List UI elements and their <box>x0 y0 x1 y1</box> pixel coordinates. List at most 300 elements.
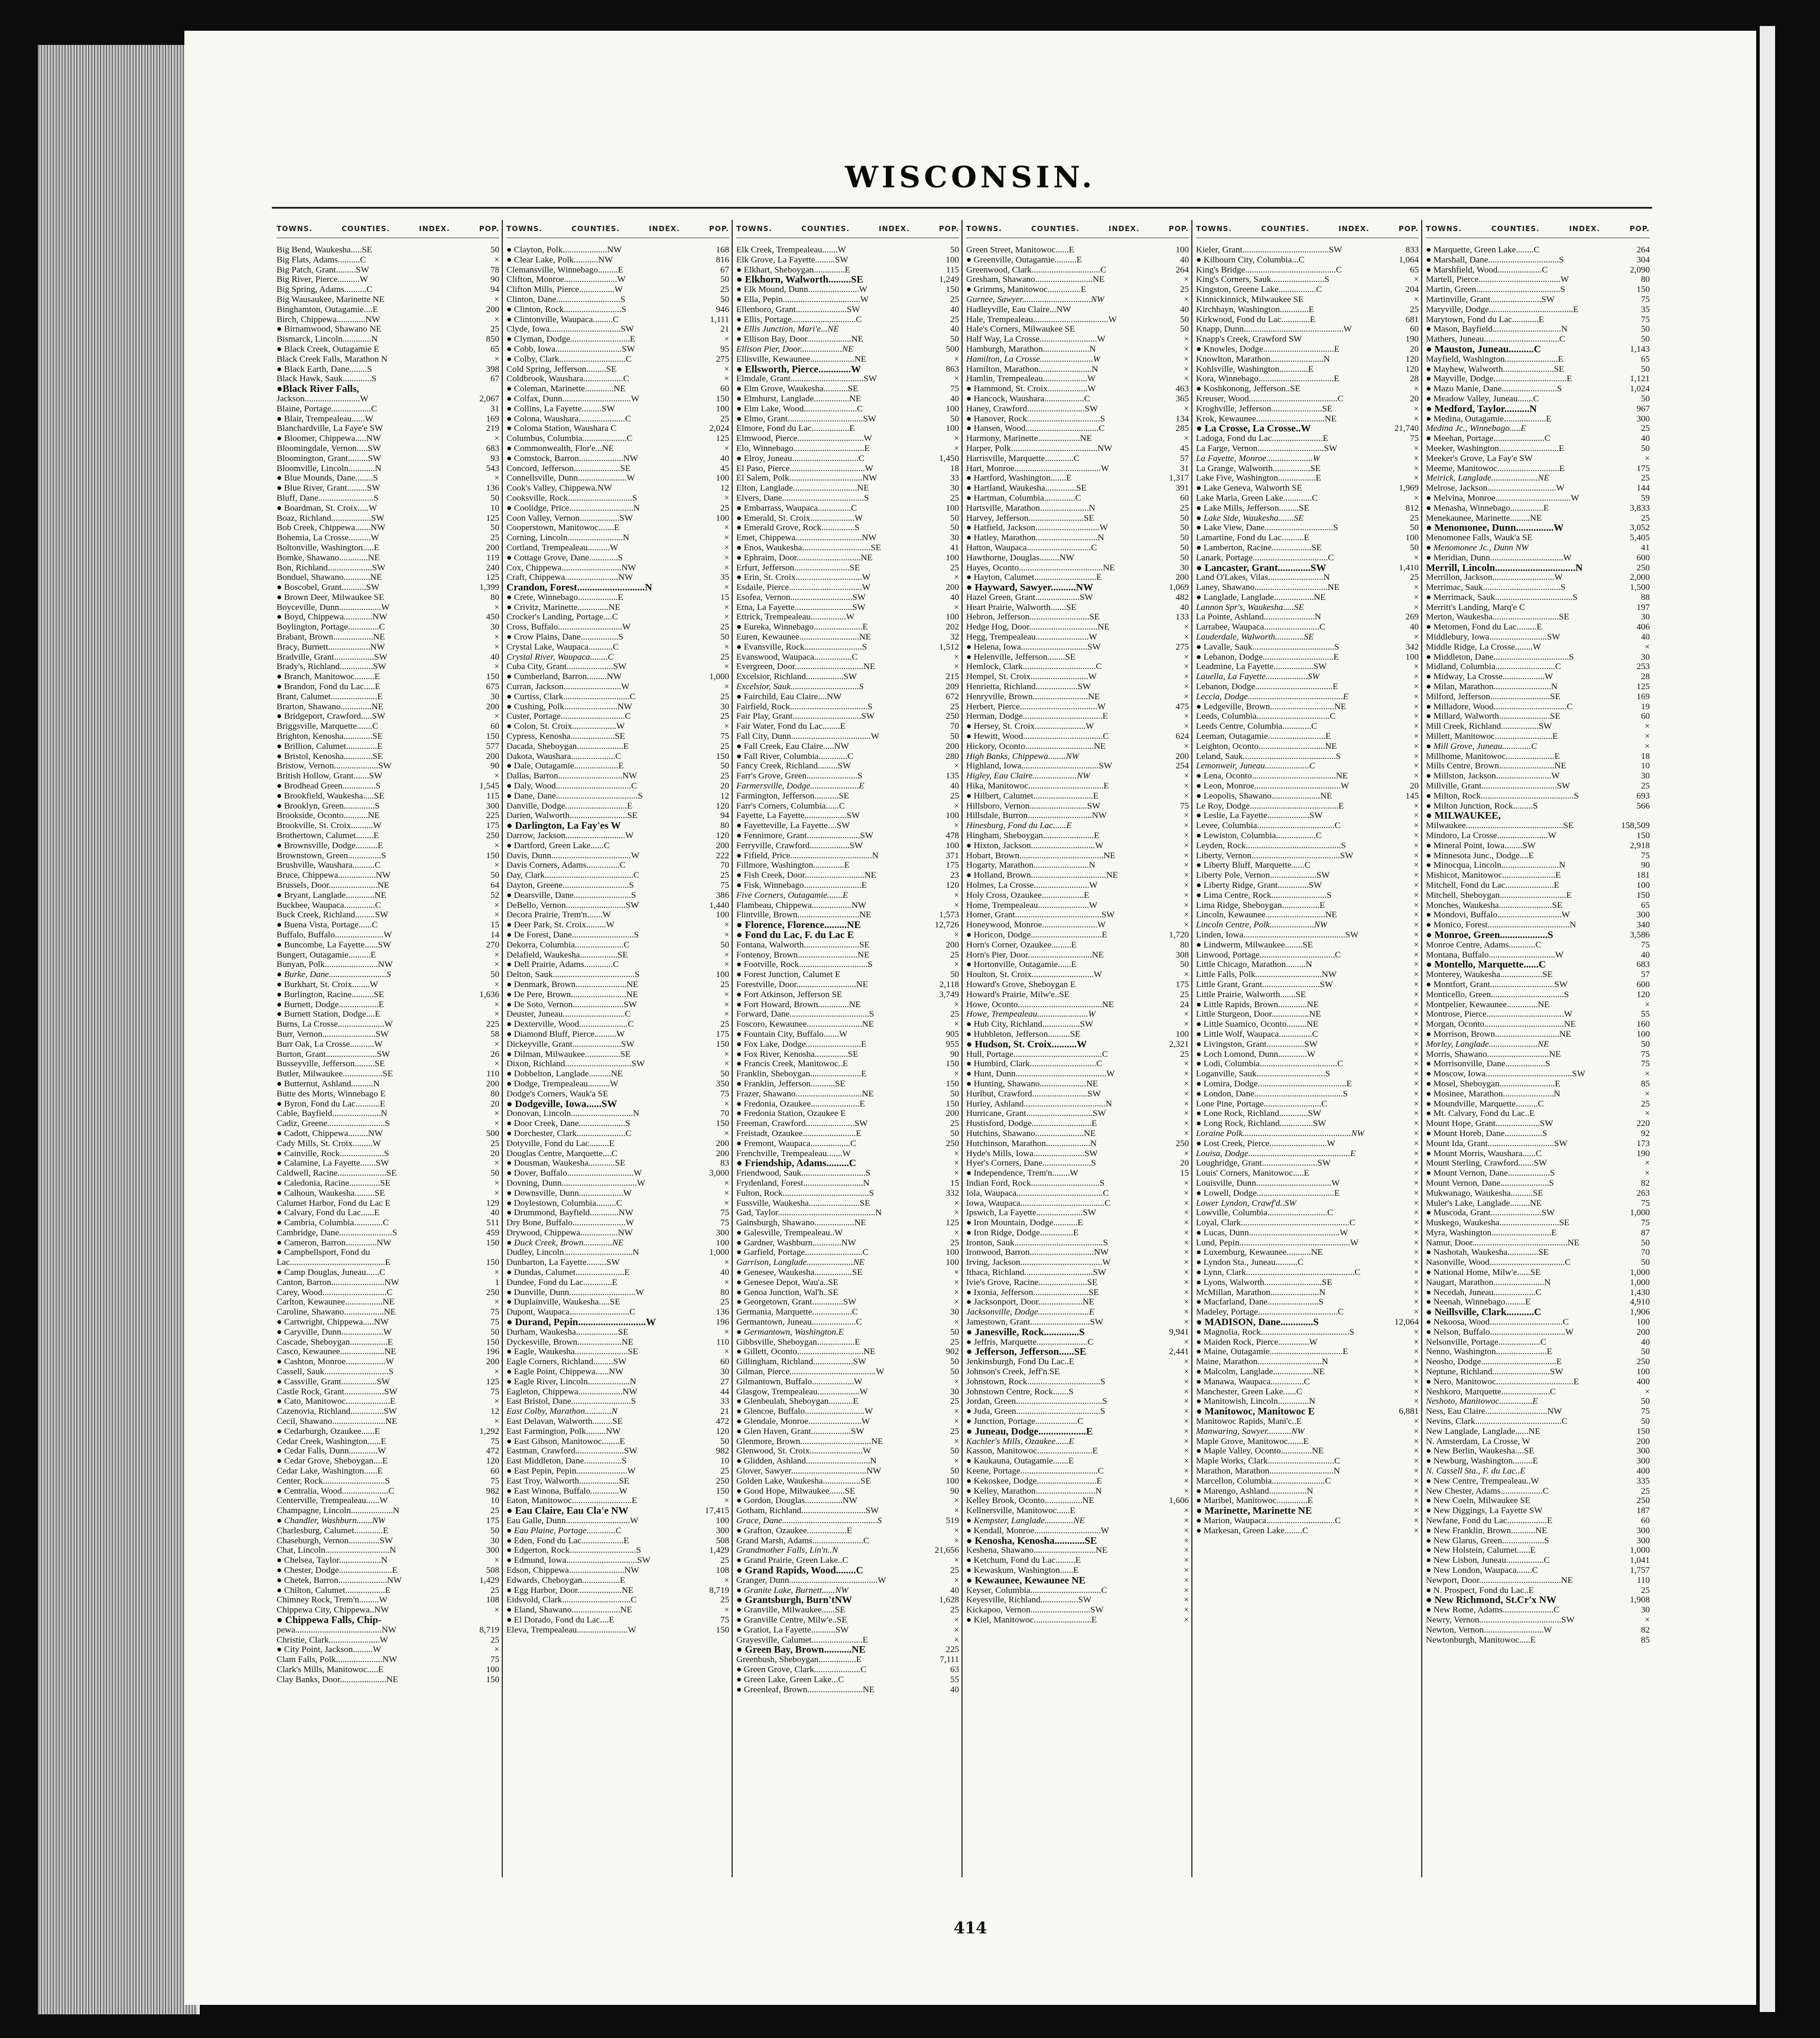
town-name: Clinton, Dane.............................S <box>506 294 626 304</box>
town-population: 150 <box>716 1486 729 1496</box>
town-entry <box>736 1248 959 1258</box>
town-population: 100 <box>945 255 959 265</box>
town-name: Cypress, Kenosha....................SE <box>506 732 625 742</box>
town-entry <box>736 1456 959 1466</box>
town-name: ● Lindwerm, Milwaukee........SE <box>1196 940 1313 950</box>
town-population: 254 <box>1175 761 1189 771</box>
town-population: × <box>1413 761 1419 771</box>
town-name: Dayton, Greene..............................S <box>506 881 634 890</box>
town-entry <box>736 871 959 881</box>
header-index: INDEX. <box>879 225 910 233</box>
town-entry <box>966 1516 1189 1526</box>
town-population: 75 <box>490 1307 499 1317</box>
town-population: × <box>1644 1169 1650 1179</box>
town-name: ● Elroy, Juneau..............................C <box>736 453 864 463</box>
town-population: × <box>1413 404 1419 414</box>
town-name: Mitchell, Sheboygan..............................E <box>1426 890 1572 900</box>
town-name: Ithaca, Richland...............................SW <box>966 1268 1107 1278</box>
town-name: Newton, Vernon...........................W <box>1426 1625 1552 1635</box>
town-entry <box>736 1297 959 1307</box>
town-name: ● Green Grove, Clark.....................C <box>736 1664 867 1674</box>
town-name: Marytown, Fond du Lac............E <box>1426 314 1544 324</box>
town-entry <box>1426 1516 1650 1526</box>
town-population: 1,000 <box>709 672 729 682</box>
town-name: Mitchell, Fond du Lac......................E <box>1426 881 1559 890</box>
town-entry <box>966 851 1189 861</box>
town-entry <box>736 980 959 990</box>
town-name: Lauderdale, Walworth.............SE <box>1196 632 1314 642</box>
town-name: ● Gordon, Douglas.................NW <box>736 1496 857 1506</box>
town-entry <box>1426 811 1650 821</box>
town-population: × <box>954 652 959 662</box>
town-population: 150 <box>716 394 729 404</box>
town-entry <box>277 801 499 812</box>
town-name: Herman, Dodge....................................E <box>966 712 1108 722</box>
town-population: × <box>954 1496 959 1506</box>
town-population: × <box>954 1268 959 1278</box>
town-population: 12 <box>720 483 729 494</box>
town-name: Black Hawk, Sauk.............S <box>277 374 377 384</box>
town-name: Glover, Sawyer..................................NW <box>736 1466 882 1476</box>
town-population: × <box>1184 1436 1189 1446</box>
town-population: × <box>1413 1169 1419 1179</box>
town-name: Dodge's Corners, Wauk'a SE <box>506 1089 609 1099</box>
town-name: Fontenoy, Brown...........................NE <box>736 950 870 960</box>
town-entry <box>736 494 959 504</box>
town-name: ● Elmo, Grant..................................SW <box>736 414 876 424</box>
town-entry <box>736 881 959 891</box>
town-entry <box>1196 1317 1419 1328</box>
town-population: 144 <box>1636 483 1650 494</box>
town-name: Farr's Corners, Columbia......C <box>736 801 845 811</box>
town-population: 511 <box>486 1218 499 1228</box>
town-entry <box>736 1595 959 1605</box>
town-population: × <box>1644 732 1650 742</box>
town-population: × <box>1184 692 1189 702</box>
town-entry <box>1196 682 1419 692</box>
town-population: 50 <box>950 1089 959 1099</box>
town-name: ● Fall Creek, Eau Claire.....NW <box>736 741 849 751</box>
town-name: Euren, Kewaunee...........................NE <box>736 632 871 642</box>
town-entry <box>1196 1456 1419 1466</box>
town-entry <box>277 1407 499 1417</box>
town-entry <box>277 901 499 911</box>
town-population: 82 <box>1641 1178 1650 1188</box>
town-entry <box>277 265 499 275</box>
town-entry <box>1196 563 1419 573</box>
town-population: 40 <box>950 781 959 791</box>
town-name: Bohemia, La Crosse..........W <box>277 533 379 543</box>
town-population <box>496 384 499 394</box>
town-population: 85 <box>1641 1635 1650 1645</box>
town-population: 110 <box>1637 1575 1650 1585</box>
town-name: Boltonville, Washington.....E <box>277 543 379 553</box>
town-name: ● Coleman, Marinette.............NE <box>506 384 626 394</box>
town-name: ● Calamine, La Fayette.......SW <box>277 1158 389 1169</box>
header-pop: POP. <box>1398 225 1419 233</box>
town-entry <box>736 801 959 812</box>
town-entry <box>736 444 959 454</box>
town-entry <box>1196 553 1419 563</box>
town-entry <box>277 424 499 434</box>
town-entry <box>966 1586 1189 1596</box>
town-population: 31 <box>490 404 499 414</box>
town-population: × <box>1413 1218 1419 1228</box>
town-population: × <box>1413 1506 1419 1516</box>
town-name: Jenkinsburgh, Fond Du Lac..E <box>966 1357 1075 1367</box>
town-entry <box>736 1635 959 1646</box>
town-name: Laney, Shawano.................................NE <box>1196 583 1340 593</box>
town-population: 50 <box>490 1169 499 1179</box>
town-name: ● Blair, Trempealeau......W <box>277 414 373 424</box>
town-name: ● Meridian, Dunn.................................W <box>1426 553 1572 563</box>
town-name: Blanchardville, La Faye'e SW <box>277 424 384 434</box>
town-name: ● Cashton, Monroe..................W <box>277 1357 394 1367</box>
town-name: Lamartine, Fond du Lac..........E <box>1196 533 1309 543</box>
town-population: × <box>1413 1128 1419 1138</box>
town-name: ● Chetek, Barron......................NW <box>277 1575 402 1585</box>
town-name: ● Dartford, Green Lake......C <box>506 840 610 851</box>
town-name: Naugart, Marathon.......................N <box>1426 1277 1551 1287</box>
town-entry <box>277 811 499 821</box>
town-name: Eau Galle, Dunn.............................W <box>506 1516 639 1526</box>
town-population: × <box>494 642 499 652</box>
town-name: Brothertown, Calumet........E <box>277 831 379 841</box>
town-name: Keyser, Columbia................................C <box>966 1585 1107 1595</box>
town-entry <box>736 1516 959 1526</box>
town-name: ● Muscoda, Grant.......................SW <box>1426 1208 1555 1218</box>
town-name: ● Lynn, Clark.................................................C <box>1196 1268 1361 1278</box>
town-population: × <box>724 1049 729 1059</box>
town-entry <box>736 742 959 752</box>
town-entry <box>966 514 1189 524</box>
town-entry <box>966 523 1189 533</box>
town-name: ● Eau Plaine, Portage.............C <box>506 1526 622 1536</box>
town-population: 100 <box>1636 1029 1650 1039</box>
town-population: × <box>494 771 499 781</box>
town-name: ● Mount Vernon, Dane...................S <box>1426 1169 1555 1179</box>
town-name: ● Grand Prairie, Green Lake..C <box>736 1556 849 1566</box>
town-name: Elmwood, Pierce..............................W <box>736 434 872 444</box>
town-entry <box>277 1487 499 1497</box>
town-name: Lower Lyndon, Crawf'd..SW <box>1196 1198 1296 1208</box>
town-population: 25 <box>1641 1486 1650 1496</box>
town-entry <box>506 1109 729 1119</box>
town-entry <box>966 335 1189 345</box>
town-population: × <box>724 930 729 940</box>
town-population: × <box>1413 1357 1419 1367</box>
town-population: 50 <box>1641 394 1650 404</box>
town-population: 40 <box>1180 255 1189 265</box>
town-entry <box>277 504 499 514</box>
town-population: 4,910 <box>1630 1297 1650 1307</box>
town-name: Johnstown Centre, Rock.......S <box>966 1387 1074 1397</box>
town-population: 30 <box>720 1367 729 1377</box>
town-name: ● Elm Grove, Waukesha...........SE <box>736 384 859 394</box>
town-entry <box>506 553 729 563</box>
town-entry <box>506 533 729 543</box>
town-population: 275 <box>716 354 729 364</box>
town-population: 222 <box>716 851 729 861</box>
town-entry <box>1196 702 1419 712</box>
town-population: 25 <box>1410 304 1419 314</box>
town-entry <box>966 821 1189 831</box>
town-name: Excelsior, Richland.................SW <box>736 672 857 682</box>
town-name: Eagleton, Chippewa....................NW <box>506 1387 638 1397</box>
town-name: British Hollow, Grant.......SW <box>277 771 383 781</box>
town-population: 40 <box>950 324 959 335</box>
town-population: × <box>1184 840 1189 851</box>
town-entry <box>1196 1199 1419 1209</box>
town-entry <box>736 1407 959 1417</box>
town-name: ● Hartman, Columbia..............C <box>966 493 1081 503</box>
town-name: Christie, Clark.......................W <box>277 1635 388 1645</box>
town-entry <box>277 1248 499 1258</box>
town-entry <box>1196 573 1419 583</box>
town-entry <box>506 910 729 920</box>
town-population: × <box>1413 1099 1419 1109</box>
town-population: 25 <box>1180 989 1189 999</box>
town-name: Kohlsville, Washington.............E <box>1196 364 1314 374</box>
town-population: 190 <box>1636 1148 1650 1158</box>
town-name: Charlesburg, Calumet.............E <box>277 1526 389 1536</box>
town-population: × <box>1184 1238 1189 1248</box>
town-entry <box>736 672 959 682</box>
town-population: 215 <box>945 672 959 682</box>
town-population: 566 <box>1636 801 1650 811</box>
town-population: 120 <box>486 1456 499 1466</box>
town-entry <box>736 1566 959 1576</box>
header-index: INDEX. <box>1109 225 1140 233</box>
town-entry <box>506 394 729 404</box>
town-entry <box>1196 504 1419 514</box>
town-entry <box>1426 1526 1650 1536</box>
town-name: Kirkwood, Fond du Lac.............E <box>1196 314 1316 324</box>
town-entry <box>736 752 959 762</box>
town-name: ● Marengo, Ashland.................N <box>1196 1486 1314 1496</box>
town-entry <box>966 1437 1189 1447</box>
town-population: 75 <box>490 1387 499 1397</box>
town-name: ● Ella, Pepin...................................W <box>736 294 869 304</box>
town-name: ● Edgerton, Rock..............................S <box>506 1546 641 1556</box>
town-entry <box>1196 1328 1419 1338</box>
town-name: Cold Spring, Jefferson.........SE <box>506 364 617 374</box>
town-population: × <box>494 900 499 910</box>
town-population: 20 <box>720 781 729 791</box>
town-population: × <box>1184 1020 1189 1030</box>
town-population: 75 <box>1410 434 1419 444</box>
town-name: ● Liberty Ridge, Grant..............SW <box>1196 881 1322 890</box>
town-entry <box>277 1625 499 1635</box>
town-entry <box>277 1059 499 1069</box>
town-population: 200 <box>486 751 499 761</box>
town-entry <box>966 831 1189 841</box>
town-population: 500 <box>945 344 959 354</box>
town-entry <box>506 504 729 514</box>
town-entry <box>1426 1010 1650 1020</box>
facing-page-edge <box>1760 26 1775 2012</box>
header-counties: COUNTIES. <box>1031 225 1080 233</box>
town-name: Golden Lake, Waukesha.................SE <box>736 1476 871 1486</box>
town-name: La Farge, Vernon..............................SW <box>1196 443 1338 453</box>
town-population: 250 <box>1636 563 1650 573</box>
town-name: Little Chicago, Marathon.........N <box>1196 960 1312 970</box>
town-population: 220 <box>1636 1119 1650 1129</box>
town-entry <box>277 553 499 563</box>
town-entry <box>1196 1268 1419 1278</box>
town-name: Honeywood, Monroe.........................W <box>966 920 1106 930</box>
town-population: 482 <box>1175 592 1189 602</box>
town-name: Fontana, Walworth.........................SE <box>736 940 870 950</box>
town-name: Big Spring, Adams..........C <box>277 285 373 295</box>
town-population: 50 <box>1641 1347 1650 1357</box>
town-entry <box>736 761 959 771</box>
town-name: ● East Gibson, Manitowoc........E <box>506 1436 625 1446</box>
town-population: × <box>954 1417 959 1427</box>
town-population: 225 <box>486 1020 499 1030</box>
town-population: × <box>724 1198 729 1208</box>
town-population: 955 <box>945 1039 959 1049</box>
town-name: Milwaukee............................................SE <box>1426 821 1574 831</box>
column-header <box>1196 220 1419 238</box>
town-population: × <box>494 314 499 324</box>
town-entry <box>506 771 729 781</box>
town-name: ● Dodge, Trempealeau..........W <box>506 1079 619 1089</box>
town-name: Newry, Vernon.....................................SW <box>1426 1615 1575 1625</box>
town-entry <box>506 1546 729 1556</box>
town-entry <box>506 1367 729 1377</box>
town-entry <box>1196 444 1419 454</box>
town-entry <box>1426 573 1650 583</box>
town-name: Hempel, St. Croix..........................W <box>966 672 1097 682</box>
town-name: ● Colfax, Dunn...............................W <box>506 394 639 404</box>
town-entry <box>1426 871 1650 881</box>
town-entry <box>736 990 959 1000</box>
header-pop: POP. <box>479 225 499 233</box>
town-name: ● Greenleaf, Brown.........................NE <box>736 1685 875 1695</box>
town-population: × <box>724 443 729 453</box>
town-entry <box>1196 355 1419 365</box>
town-entry <box>966 454 1189 464</box>
town-entry <box>736 1158 959 1169</box>
town-entry <box>966 1288 1189 1298</box>
town-name: Eidsvold, Clark...............................C <box>506 1595 637 1605</box>
town-population: 175 <box>1175 979 1189 989</box>
town-population: 90 <box>490 761 499 771</box>
town-population: 80 <box>720 821 729 831</box>
town-name: Fair Play, Grant...............................SW <box>736 712 875 722</box>
town-population: 25 <box>490 324 499 335</box>
town-entry <box>966 1218 1189 1228</box>
town-population: 125 <box>486 573 499 583</box>
town-population: × <box>1413 275 1419 285</box>
town-entry <box>736 1466 959 1476</box>
town-entry <box>736 1476 959 1487</box>
town-population: 100 <box>945 404 959 414</box>
town-name: Meeme, Manitowoc............................E <box>1426 463 1565 473</box>
town-entry <box>506 722 729 732</box>
town-entry <box>1196 1109 1419 1119</box>
town-population: 100 <box>945 612 959 622</box>
town-entry <box>736 1179 959 1189</box>
town-entry <box>1426 504 1650 514</box>
header-index: INDEX. <box>649 225 680 233</box>
town-entry <box>1426 1119 1650 1129</box>
town-name: ● Monroe, Green...................S <box>1426 930 1554 940</box>
town-name: ● Hatfield, Jackson.............................W <box>966 523 1108 533</box>
town-entry <box>277 1516 499 1526</box>
town-population: 52 <box>490 890 499 900</box>
town-entry <box>277 374 499 384</box>
town-population: 250 <box>945 712 959 722</box>
town-entry <box>1196 1347 1419 1357</box>
town-entry <box>966 1526 1189 1536</box>
town-name: Day, Clark........................................C <box>506 871 639 881</box>
town-name: Gotham, Richland.............................SW <box>736 1506 879 1516</box>
town-population: 200 <box>945 940 959 950</box>
town-name: ● Cadott, Chippewa.........NW <box>277 1128 383 1138</box>
town-population: 200 <box>716 1138 729 1148</box>
town-entry <box>1196 1119 1419 1129</box>
town-population: × <box>1413 1496 1419 1506</box>
town-population: × <box>494 861 499 871</box>
town-population: × <box>724 543 729 553</box>
town-name: Little Grant, Grant..........................SW <box>1196 979 1334 989</box>
town-population: × <box>1184 1387 1189 1397</box>
town-name: Mathers, Juneau..................................C <box>1426 335 1565 345</box>
town-entry <box>506 1169 729 1179</box>
town-entry <box>277 950 499 960</box>
town-name: ● Commonwealth, Flor'e...NE <box>506 443 614 453</box>
town-population: 40 <box>490 652 499 662</box>
town-population: 25 <box>720 979 729 989</box>
town-name: ● Malcolm, Langlade..................NE <box>1196 1367 1325 1377</box>
town-population: × <box>1413 1089 1419 1099</box>
town-entry <box>1426 980 1650 990</box>
town-population: × <box>1184 1456 1189 1466</box>
town-population: 269 <box>1405 612 1419 622</box>
town-entry <box>966 1367 1189 1377</box>
town-population: 3,749 <box>939 989 959 999</box>
town-population: 1 <box>495 1277 499 1287</box>
town-population: 3,833 <box>1630 503 1650 513</box>
town-population: × <box>1184 771 1189 781</box>
town-entry <box>1196 1089 1419 1099</box>
town-population: 50 <box>720 294 729 304</box>
town-population: 50 <box>950 1327 959 1337</box>
town-name: Evergreen, Door...............................NE <box>736 662 876 672</box>
town-name: Indian Ford, Rock...............................S <box>966 1178 1105 1188</box>
town-entry <box>736 1268 959 1278</box>
town-entry <box>1426 1476 1650 1487</box>
town-name: Elvers, Dane.....................................S <box>736 493 869 503</box>
town-entry <box>736 1278 959 1288</box>
town-entry <box>1426 781 1650 791</box>
town-entry <box>966 553 1189 563</box>
town-name: ● Byron, Fond du Lac...........E <box>277 1099 386 1109</box>
town-population: 75 <box>1641 851 1650 861</box>
town-entry <box>966 712 1189 722</box>
town-entry <box>966 1417 1189 1427</box>
town-name: ● Medford, Taylor..........N <box>1426 404 1537 414</box>
town-entry <box>966 1119 1189 1129</box>
town-name: ● Genoa Junction, Wal'h..SE <box>736 1287 838 1297</box>
town-name: Hamilton, Marathon........................N <box>966 364 1098 374</box>
town-entry <box>1426 1446 1650 1456</box>
town-entry <box>966 414 1189 424</box>
town-name: ● Glencoe, Buffalo...........................W <box>736 1407 873 1417</box>
town-name: ● Ixonia, Jefferson.........................SE <box>966 1287 1099 1297</box>
